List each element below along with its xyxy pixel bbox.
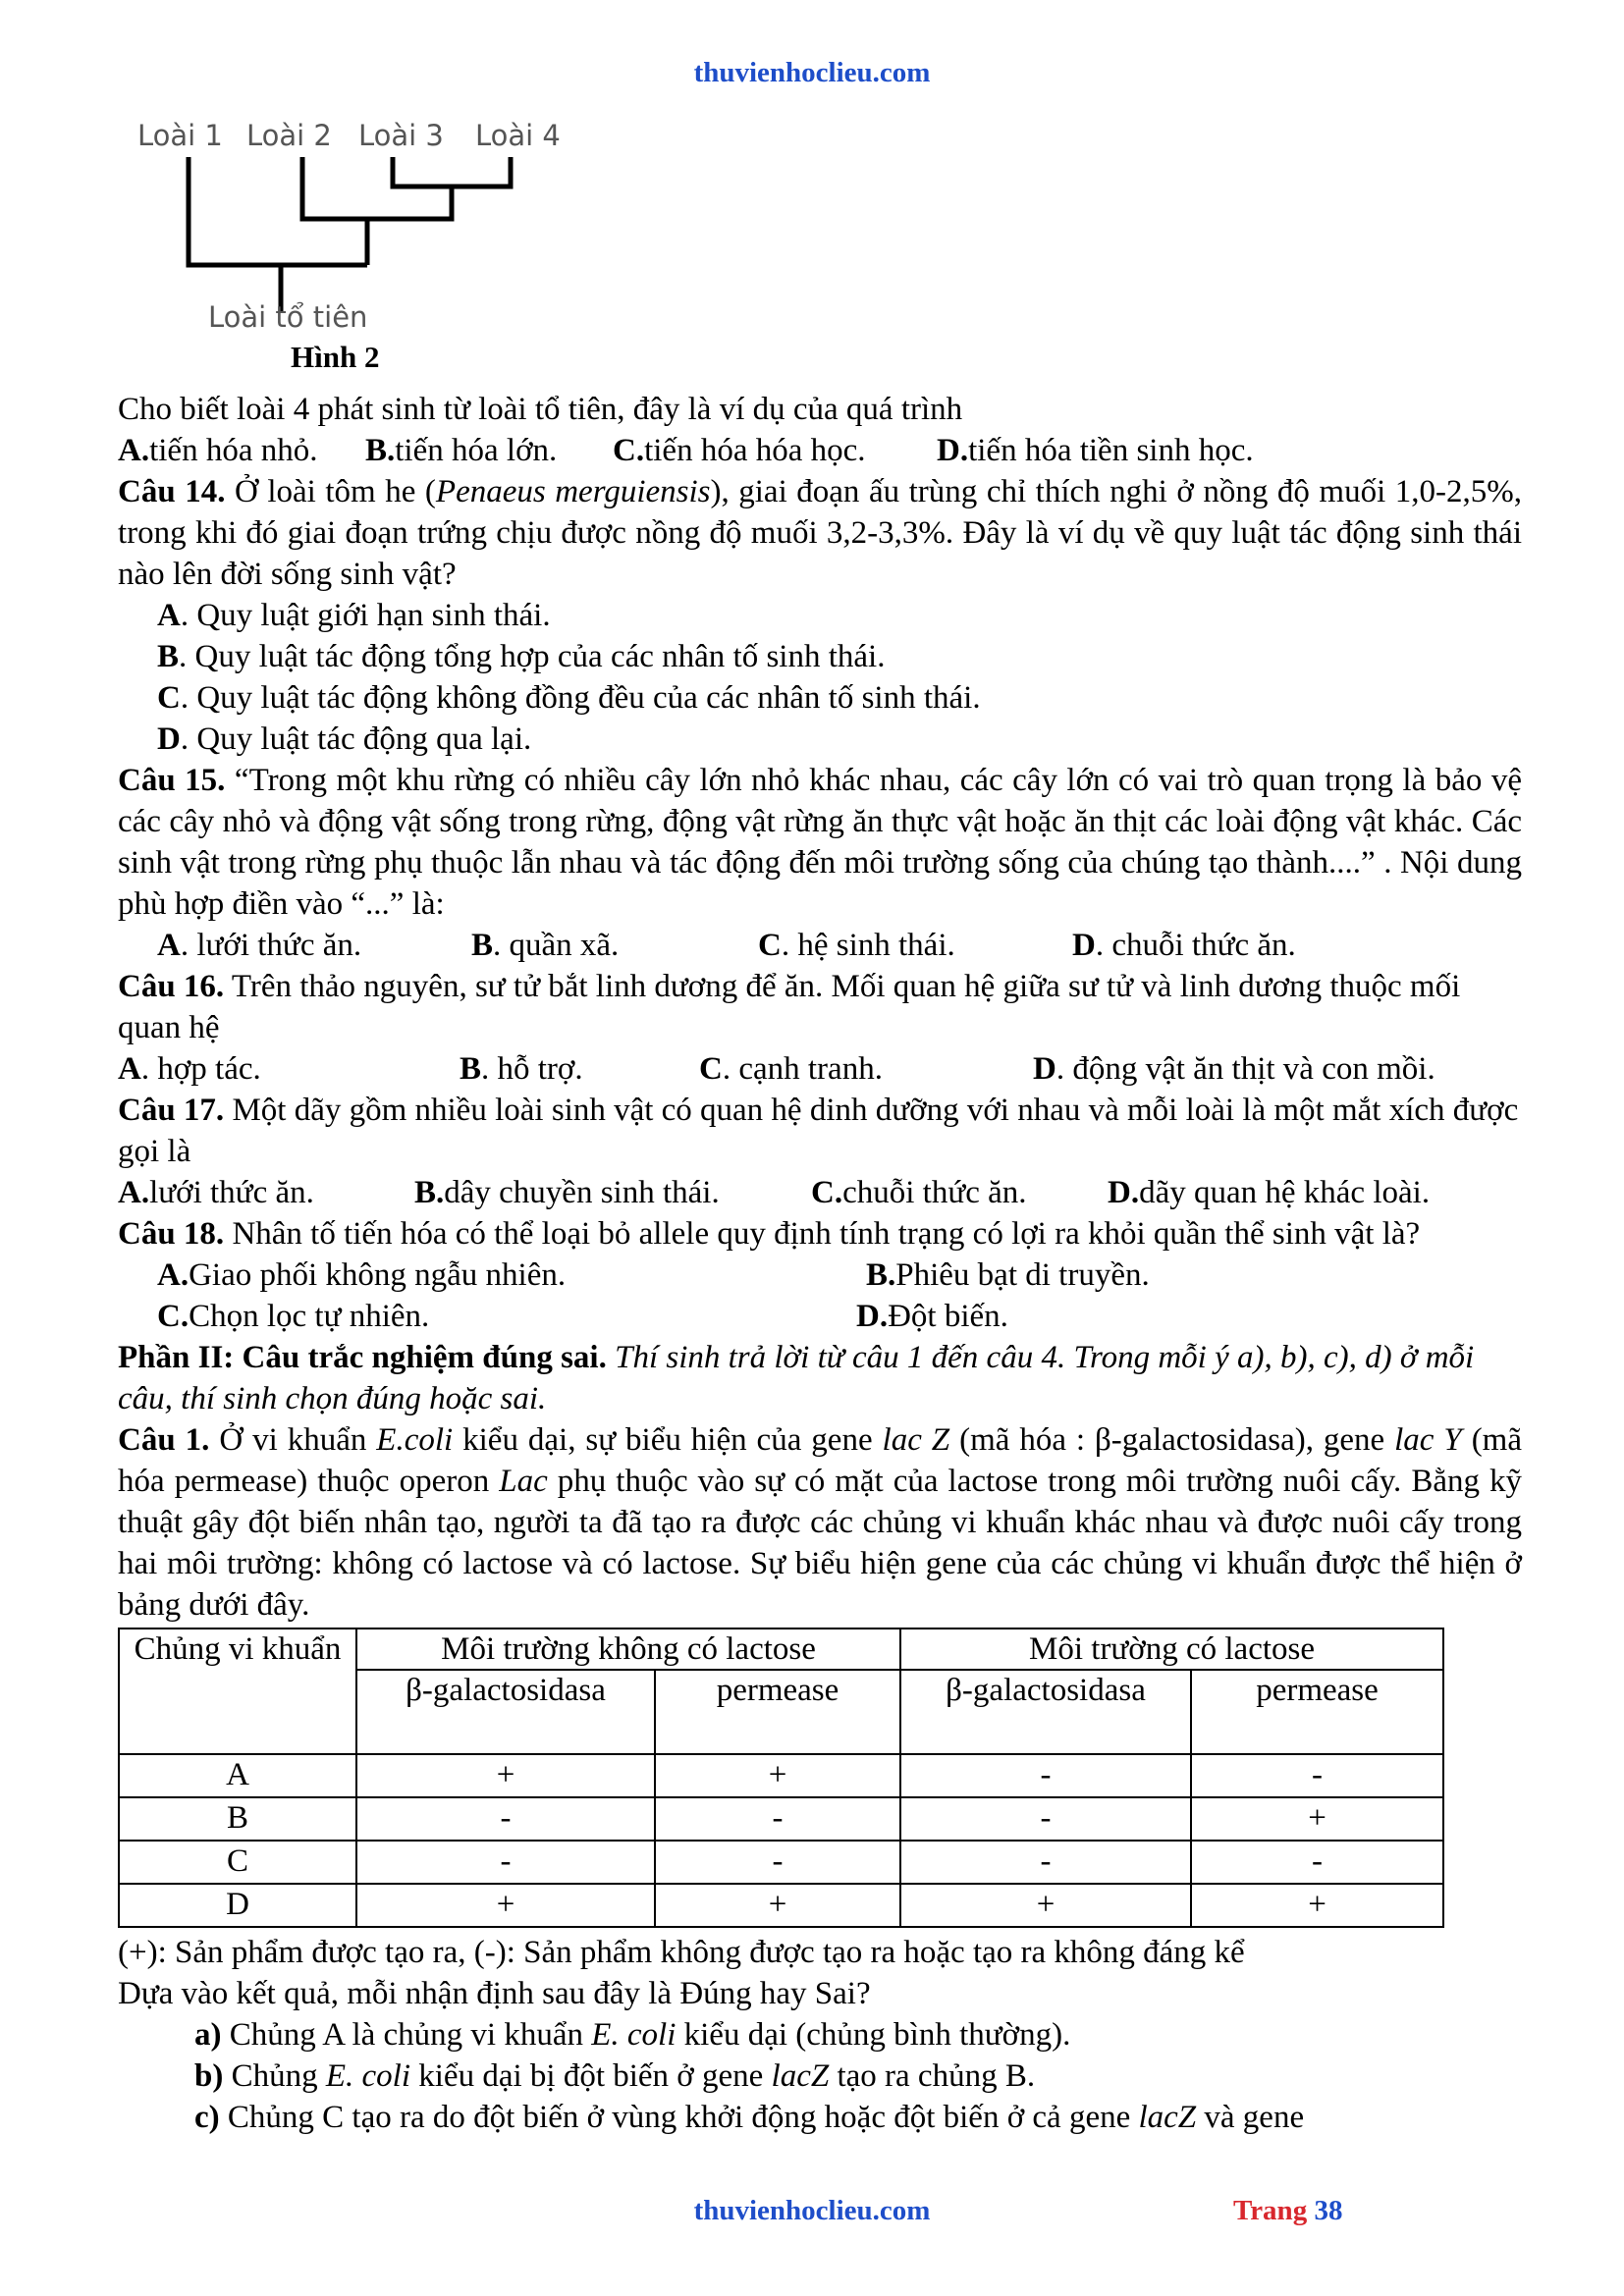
table-cell: - <box>900 1754 1191 1797</box>
p2q1-statement-c: c) Chủng C tạo ra do đột biến ở vùng khởi động hoặc đột biến ở cả gene lacZ và gene <box>194 2100 1305 2135</box>
q17-option-d: D.dãy quan hệ khác loài. <box>1108 1175 1431 1210</box>
table-cell: D <box>119 1884 356 1927</box>
table-cell: + <box>1191 1797 1443 1841</box>
table-cell: + <box>1191 1884 1443 1927</box>
table-subheader-permease: permease <box>655 1670 900 1754</box>
q16-option-c: C. cạnh tranh. <box>699 1051 883 1087</box>
table-cell: - <box>356 1797 655 1841</box>
q13-option-a: A.tiến hóa nhỏ. <box>118 433 318 468</box>
table-row <box>119 1841 1443 1884</box>
q18-stem: Câu 18. Nhân tố tiến hóa có thể loại bỏ allele quy định tính trạng có lợi ra khỏi quần thể sinh vật là? <box>118 1216 1421 1252</box>
table-header-env-lactose: Môi trường có lactose <box>900 1629 1443 1670</box>
q14-option-a: A. Quy luật giới hạn sinh thái. <box>157 598 551 633</box>
table-cell: + <box>900 1884 1191 1927</box>
header-site: thuvienhoclieu.com <box>693 57 931 88</box>
q16-options <box>118 1048 1522 1090</box>
tree-branches <box>189 157 511 312</box>
tree-root-label: Loài tổ tiên <box>208 300 368 334</box>
table-header-env-no-lactose: Môi trường không có lactose <box>356 1629 900 1670</box>
q17-option-a: A.lưới thức ăn. <box>118 1175 314 1210</box>
p2q1-stem: Câu 1. Ở vi khuẩn E.coli kiểu dại, sự biểu hiện của gene lac Z (mã hóa : β-galactosidasa), gene lac Y (mã hóa permease) thuộc operon Lac phụ thuộc vào sự có mặt của lactose trong môi trường nuôi cấy. Bằng kỹ thuật gây đột biến nhân tạo, người ta đã tạo ra được các chủng vi khuẩn khác nhau và được nuôi cấy trong hai môi trường: không có lactose và có lactose. Sự biểu hiện gene của các chủng vi khuẩn được thể hiện ở bảng dưới đây. <box>118 1422 1523 1623</box>
table-legend: (+): Sản phẩm được tạo ra, (-): Sản phẩm không được tạo ra hoặc tạo ra không đáng kể <box>118 1935 1245 1970</box>
p2q1-prompt: Dựa vào kết quả, mỗi nhận định sau đây là Đúng hay Sai? <box>118 1976 871 2011</box>
q17-stem: Câu 17. Một dãy gồm nhiều loài sinh vật có quan hệ dinh dưỡng với nhau và mỗi loài là một mắt xích được gọi là <box>118 1093 1519 1169</box>
table-cell: + <box>655 1884 900 1927</box>
footer-site: thuvienhoclieu.com <box>693 2195 931 2226</box>
table-cell: + <box>655 1754 900 1797</box>
q13-options <box>118 430 1522 471</box>
q13-option-d: D.tiến hóa tiền sinh học. <box>937 433 1254 468</box>
document-body <box>118 389 1522 2138</box>
part2-heading: Phần II: Câu trắc nghiệm đúng sai. Thí sinh trả lời từ câu 1 đến câu 4. Trong mỗi ý a), b), c), d) ở mỗi câu, thí sinh chọn đúng hoặc sai. <box>118 1340 1475 1416</box>
table-subheader-bgal-lactose: β-galactosidasa <box>900 1670 1191 1754</box>
table-cell: + <box>356 1754 655 1797</box>
q16-stem: Câu 16. Trên thảo nguyên, sư tử bắt linh dương để ăn. Mối quan hệ giữa sư tử và linh dương thuộc mối quan hệ <box>118 969 1461 1045</box>
table-cell: - <box>356 1841 655 1884</box>
table-header-strain: Chủng vi khuẩn <box>119 1629 356 1754</box>
table-row <box>119 1884 1443 1927</box>
table-cell: - <box>900 1797 1191 1841</box>
q13-stem: Cho biết loài 4 phát sinh từ loài tổ tiên, đây là ví dụ của quá trình <box>118 392 963 427</box>
q15-option-a: A. lưới thức ăn. <box>157 928 362 963</box>
p2q1-statement-a: a) Chủng A là chủng vi khuẩn E. coli kiểu dại (chủng bình thường). <box>194 2017 1071 2053</box>
q15-option-b: B. quần xã. <box>471 928 620 963</box>
q13-option-b: B.tiến hóa lớn. <box>365 433 558 468</box>
tree-label-species-1: Loài 1 <box>137 119 223 152</box>
table-cell: - <box>655 1797 900 1841</box>
q14-option-d: D. Quy luật tác động qua lại. <box>157 721 532 757</box>
q17-option-b: B.dây chuyền sinh thái. <box>414 1175 720 1210</box>
table-cell: - <box>1191 1841 1443 1884</box>
q15-options <box>118 925 1522 966</box>
table-cell: C <box>119 1841 356 1884</box>
q15-option-c: C. hệ sinh thái. <box>758 928 955 963</box>
table-subheader-bgal: β-galactosidasa <box>356 1670 655 1754</box>
p2q1-statement-b: b) Chủng E. coli kiểu dại bị đột biến ở gene lacZ tạo ra chủng B. <box>194 2058 1036 2094</box>
q16-option-b: B. hỗ trợ. <box>460 1051 583 1087</box>
page-number: Trang 38 <box>1233 2195 1343 2226</box>
table-header-row <box>119 1629 1443 1670</box>
tree-label-species-2: Loài 2 <box>246 119 332 152</box>
gene-expression-table <box>118 1628 1444 1928</box>
table-cell: + <box>356 1884 655 1927</box>
table-cell: A <box>119 1754 356 1797</box>
q14-stem: Câu 14. Ở loài tôm he (Penaeus merguiensis), giai đoạn ấu trùng chỉ thích nghi ở nồng độ muối 1,0-2,5%, trong khi đó giai đoạn trứng chịu được nồng độ muối 3,2-3,3%. Đây là ví dụ về quy luật tác động sinh thái nào lên đời sống sinh vật? <box>118 474 1522 592</box>
q17-options <box>118 1172 1522 1213</box>
table-subheader-permease-lactose: permease <box>1191 1670 1443 1754</box>
q14-option-c: C. Quy luật tác động không đồng đều của các nhân tố sinh thái. <box>157 680 981 716</box>
q17-option-c: C.chuỗi thức ăn. <box>811 1175 1027 1210</box>
table-cell: - <box>655 1841 900 1884</box>
table-cell: - <box>1191 1754 1443 1797</box>
q18-option-b: B.Phiêu bạt di truyền. <box>866 1257 1150 1293</box>
table-cell: - <box>900 1841 1191 1884</box>
q18-options-row-1 <box>118 1255 1522 1296</box>
table-cell: B <box>119 1797 356 1841</box>
tree-label-species-3: Loài 3 <box>358 119 444 152</box>
q13-option-c: C.tiến hóa hóa học. <box>613 433 866 468</box>
q18-option-c: C.Chọn lọc tự nhiên. <box>157 1299 430 1334</box>
q18-options-row-2 <box>118 1296 1522 1337</box>
q18-option-a: A.Giao phối không ngẫu nhiên. <box>157 1257 567 1293</box>
q16-option-a: A. hợp tác. <box>118 1051 261 1087</box>
q14-option-b: B. Quy luật tác động tổng hợp của các nhân tố sinh thái. <box>157 639 886 674</box>
figure-caption: Hình 2 <box>291 340 380 374</box>
q18-option-d: D.Đột biến. <box>856 1299 1008 1334</box>
q15-stem: Câu 15. “Trong một khu rừng có nhiều cây lớn nhỏ khác nhau, các cây lớn có vai trò quan trọng là bảo vệ các cây nhỏ và động vật sống trong rừng, động vật rừng ăn thực vật hoặc ăn thịt các loài động vật khác. Các sinh vật trong rừng phụ thuộc lẫn nhau và tác động đến môi trường sống của chúng tạo thành....” . Nội dung phù hợp điền vào “...” là: <box>118 763 1522 922</box>
table-row <box>119 1754 1443 1797</box>
q15-option-d: D. chuỗi thức ăn. <box>1072 928 1296 963</box>
table-row <box>119 1797 1443 1841</box>
q16-option-d: D. động vật ăn thịt và con mồi. <box>1033 1051 1435 1087</box>
tree-label-species-4: Loài 4 <box>475 119 561 152</box>
